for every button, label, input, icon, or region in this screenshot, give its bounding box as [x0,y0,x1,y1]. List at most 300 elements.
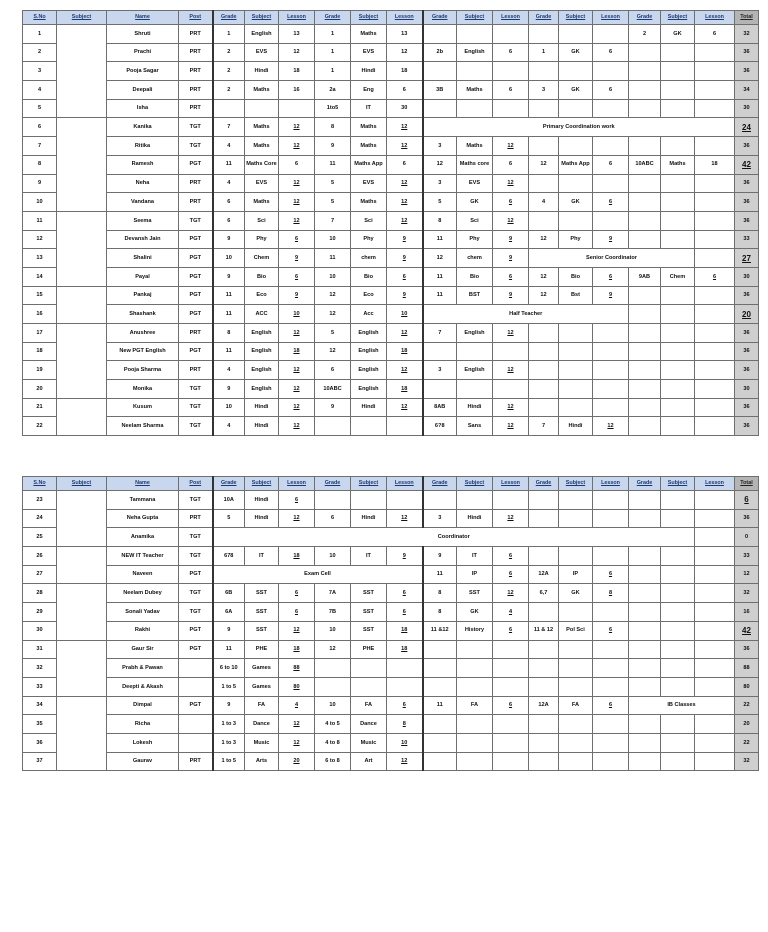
total: 36 [735,174,759,193]
cell: Sans [457,417,493,436]
cell: 10 [315,267,351,286]
table-row [23,342,759,361]
cell: 6 [593,696,629,715]
cell: 12 [423,249,457,268]
cell: 12 [493,417,529,436]
column-header: S.No [23,11,57,25]
cell [695,99,735,118]
table-row [23,286,759,305]
teacher-name: NEW IT Teacher [107,547,179,566]
cell: PHE [245,640,279,659]
cell: Hindi [351,398,387,417]
cell: 6 [279,230,315,249]
post: TGT [179,380,213,399]
serial-number: 8 [23,155,57,174]
cell [695,398,735,417]
cell: 10 [213,398,245,417]
cell: 18 [387,621,423,640]
cell: Bio [245,267,279,286]
cell: 9 [493,230,529,249]
cell: 8 [423,211,457,230]
cell: 8 [593,584,629,603]
cell: 12 [493,137,529,156]
cell [593,99,629,118]
cell: 12 [315,305,351,324]
teacher-name: Neelam Dubey [107,584,179,603]
table-row [23,118,759,137]
cell: 6 [315,509,351,528]
cell [629,509,661,528]
cell [661,380,695,399]
cell: 5 [213,509,245,528]
cell [529,491,559,510]
post: TGT [179,528,213,547]
cell: 9 [213,230,245,249]
header-row [23,11,759,25]
cell: 9 [213,267,245,286]
cell [661,174,695,193]
cell: 11 [315,249,351,268]
cell: SST [245,603,279,622]
cell: 6 [695,25,735,44]
subject-group [57,491,107,547]
serial-number: 15 [23,286,57,305]
cell: 7 [529,417,559,436]
cell: 12 [493,361,529,380]
cell [559,342,593,361]
cell: 11 [213,640,245,659]
cell [593,137,629,156]
cell: 12 [387,211,423,230]
post: PRT [179,99,213,118]
cell [661,361,695,380]
cell: Eco [351,286,387,305]
total: 27 [735,249,759,268]
cell: 10 [279,305,315,324]
cell [629,398,661,417]
cell: 12 [529,230,559,249]
cell: Maths [245,137,279,156]
cell [559,361,593,380]
cell: 12 [279,137,315,156]
cell: 12 [279,417,315,436]
total: 36 [735,509,759,528]
cell: 16 [279,81,315,100]
cell: 12 [315,640,351,659]
cell [695,547,735,566]
cell [629,342,661,361]
cell [629,193,661,212]
cell: Chem [245,249,279,268]
column-header: Lesson [493,11,529,25]
cell: 7A [315,584,351,603]
cell [423,733,457,752]
cell [423,677,457,696]
cell: 6 [387,267,423,286]
cell [387,659,423,678]
serial-number: 22 [23,417,57,436]
cell: English [351,380,387,399]
post: PGT [179,342,213,361]
cell [661,584,695,603]
cell: 9 [593,286,629,305]
cell [387,677,423,696]
cell: IT [457,547,493,566]
cell: 6 [387,155,423,174]
cell: SST [351,603,387,622]
serial-number: 4 [23,81,57,100]
column-header: Lesson [387,477,423,491]
cell: English [351,361,387,380]
table-row [23,528,759,547]
total: 30 [735,267,759,286]
table-row [23,155,759,174]
cell: 6B [213,584,245,603]
cell: 10 [315,621,351,640]
teacher-name: Sonali Yadav [107,603,179,622]
cell [529,659,559,678]
total: 22 [735,696,759,715]
cell [423,659,457,678]
total: 88 [735,659,759,678]
cell: 9 [387,249,423,268]
cell [529,509,559,528]
cell: Bio [559,267,593,286]
table-row [23,81,759,100]
teacher-name: Deepti & Akash [107,677,179,696]
cell: BST [457,286,493,305]
table-row [23,640,759,659]
table-row [23,621,759,640]
total: 30 [735,99,759,118]
cell: Bio [457,267,493,286]
cell: FA [457,696,493,715]
cell: IT [351,547,387,566]
cell [661,491,695,510]
cell [629,621,661,640]
subject-group [57,584,107,640]
cell [593,491,629,510]
cell: 1 [315,43,351,62]
merged-note: Senior Coordinator [529,249,695,268]
post: TGT [179,398,213,417]
column-header: Subject [559,11,593,25]
post: TGT [179,491,213,510]
teacher-name: Neha Gupta [107,509,179,528]
serial-number: 32 [23,659,57,678]
cell: IP [457,565,493,584]
cell: 12 [493,174,529,193]
total: 36 [735,398,759,417]
cell [661,137,695,156]
cell: 9AB [629,267,661,286]
cell: 4 [493,603,529,622]
cell [661,621,695,640]
cell: 7 [423,324,457,343]
cell: EVS [245,43,279,62]
cell [695,715,735,734]
cell [629,752,661,771]
cell [661,752,695,771]
cell: Eco [245,286,279,305]
cell: EVS [457,174,493,193]
table-row [23,696,759,715]
table-row [23,659,759,678]
cell: ACC [245,305,279,324]
cell [559,137,593,156]
subject-group [57,398,107,435]
column-header: Grade [629,11,661,25]
cell [559,324,593,343]
cell: 6 [493,565,529,584]
cell: 12 [387,361,423,380]
serial-number: 28 [23,584,57,603]
column-header: Grade [315,477,351,491]
total: 32 [735,25,759,44]
total: 20 [735,305,759,324]
cell: 18 [279,640,315,659]
cell: Maths [351,118,387,137]
serial-number: 17 [23,324,57,343]
table-row [23,174,759,193]
merged-note: IB Classes [629,696,735,715]
teacher-name: Rakhi [107,621,179,640]
table-row [23,249,759,268]
cell: Phy [351,230,387,249]
column-header: Lesson [279,477,315,491]
cell: Eng [351,81,387,100]
cell: 10 [315,547,351,566]
column-header: Subject [661,477,695,491]
cell [629,640,661,659]
cell: 12 [279,43,315,62]
cell [559,752,593,771]
cell [593,211,629,230]
cell: 12 [529,286,559,305]
cell: 6 [387,81,423,100]
cell: 6 [279,267,315,286]
cell [695,621,735,640]
cell [593,380,629,399]
column-header: Grade [529,477,559,491]
cell [529,25,559,44]
cell: English [351,342,387,361]
cell: Maths [351,137,387,156]
table-row [23,380,759,399]
cell: 12 [279,211,315,230]
cell [695,584,735,603]
column-header: Name [107,11,179,25]
cell [629,380,661,399]
total: 32 [735,752,759,771]
serial-number: 10 [23,193,57,212]
post: TGT [179,417,213,436]
total: 36 [735,342,759,361]
cell [695,324,735,343]
cell [593,659,629,678]
table-row [23,547,759,566]
cell [695,417,735,436]
cell: 11 [213,305,245,324]
cell [351,417,387,436]
cell [493,380,529,399]
cell [661,324,695,343]
total: 33 [735,547,759,566]
cell [457,62,493,81]
serial-number: 5 [23,99,57,118]
cell: 18 [387,640,423,659]
cell [529,733,559,752]
teacher-name: Gaurav [107,752,179,771]
cell: 18 [279,342,315,361]
cell [661,342,695,361]
cell: 30 [387,99,423,118]
teacher-name: Lokesh [107,733,179,752]
post: PRT [179,752,213,771]
table-row [23,62,759,81]
cell: 11 [213,342,245,361]
cell: GK [457,603,493,622]
cell [529,380,559,399]
cell [457,659,493,678]
cell: EVS [245,174,279,193]
cell [661,193,695,212]
total: 6 [735,491,759,510]
cell: 4 [279,696,315,715]
cell [559,211,593,230]
cell: 13 [387,25,423,44]
cell: Maths [245,81,279,100]
column-header: Subject [57,11,107,25]
table-row [23,99,759,118]
cell [629,137,661,156]
cell: SST [457,584,493,603]
post: PGT [179,621,213,640]
cell: 12 [279,118,315,137]
cell: 4 [529,193,559,212]
cell [457,342,493,361]
total: 36 [735,640,759,659]
cell: Games [245,659,279,678]
cell [629,491,661,510]
cell [457,715,493,734]
cell [695,491,735,510]
cell: Hindi [559,417,593,436]
post: PRT [179,361,213,380]
cell: 12 [493,324,529,343]
cell: Hindi [245,62,279,81]
total: 36 [735,361,759,380]
teacher-name: Isha [107,99,179,118]
table-row [23,491,759,510]
cell [529,361,559,380]
cell: 12 [493,398,529,417]
teacher-name: Vandana [107,193,179,212]
total: 22 [735,733,759,752]
serial-number: 37 [23,752,57,771]
cell [661,305,695,324]
cell: 6 [279,155,315,174]
cell [695,193,735,212]
table-row [23,137,759,156]
cell: Arts [245,752,279,771]
cell [661,509,695,528]
cell [529,752,559,771]
cell [695,659,735,678]
cell: chem [457,249,493,268]
cell: English [457,43,493,62]
cell: SST [245,621,279,640]
cell: English [457,361,493,380]
column-header: Lesson [493,477,529,491]
cell [423,342,457,361]
post: PRT [179,193,213,212]
cell: 7B [315,603,351,622]
column-header: Lesson [695,11,735,25]
cell: 5 [423,193,457,212]
cell [493,677,529,696]
cell [695,249,735,268]
cell: 11 & 12 [529,621,559,640]
timetable-part-2 [22,476,759,771]
serial-number: 7 [23,137,57,156]
total: 32 [735,584,759,603]
cell: 12 [387,193,423,212]
total: 12 [735,565,759,584]
cell [559,25,593,44]
teacher-name: Shalini [107,249,179,268]
serial-number: 34 [23,696,57,715]
column-header: Grade [529,11,559,25]
column-header: Subject [457,11,493,25]
total: 36 [735,417,759,436]
cell: 10ABC [315,380,351,399]
cell [559,603,593,622]
cell: Phy [559,230,593,249]
total: 36 [735,211,759,230]
cell [593,25,629,44]
cell: IP [559,565,593,584]
cell [423,99,457,118]
cell: 2 [213,81,245,100]
cell [493,752,529,771]
cell: 12 [279,361,315,380]
subject-group [57,211,107,286]
cell: Sci [245,211,279,230]
cell: 80 [279,677,315,696]
post [179,715,213,734]
cell: Maths [245,118,279,137]
cell [629,659,661,678]
total: 36 [735,62,759,81]
serial-number: 2 [23,43,57,62]
table-row [23,267,759,286]
teacher-name: Richa [107,715,179,734]
cell: 12 [279,621,315,640]
cell: 1 [213,25,245,44]
cell [559,62,593,81]
teacher-name: Devansh Jain [107,230,179,249]
cell [695,62,735,81]
cell: Maths [457,137,493,156]
cell: 4 [213,417,245,436]
serial-number: 35 [23,715,57,734]
cell: GK [559,584,593,603]
cell: 5 [315,174,351,193]
cell: 5 [315,324,351,343]
post: PRT [179,509,213,528]
post: PGT [179,267,213,286]
